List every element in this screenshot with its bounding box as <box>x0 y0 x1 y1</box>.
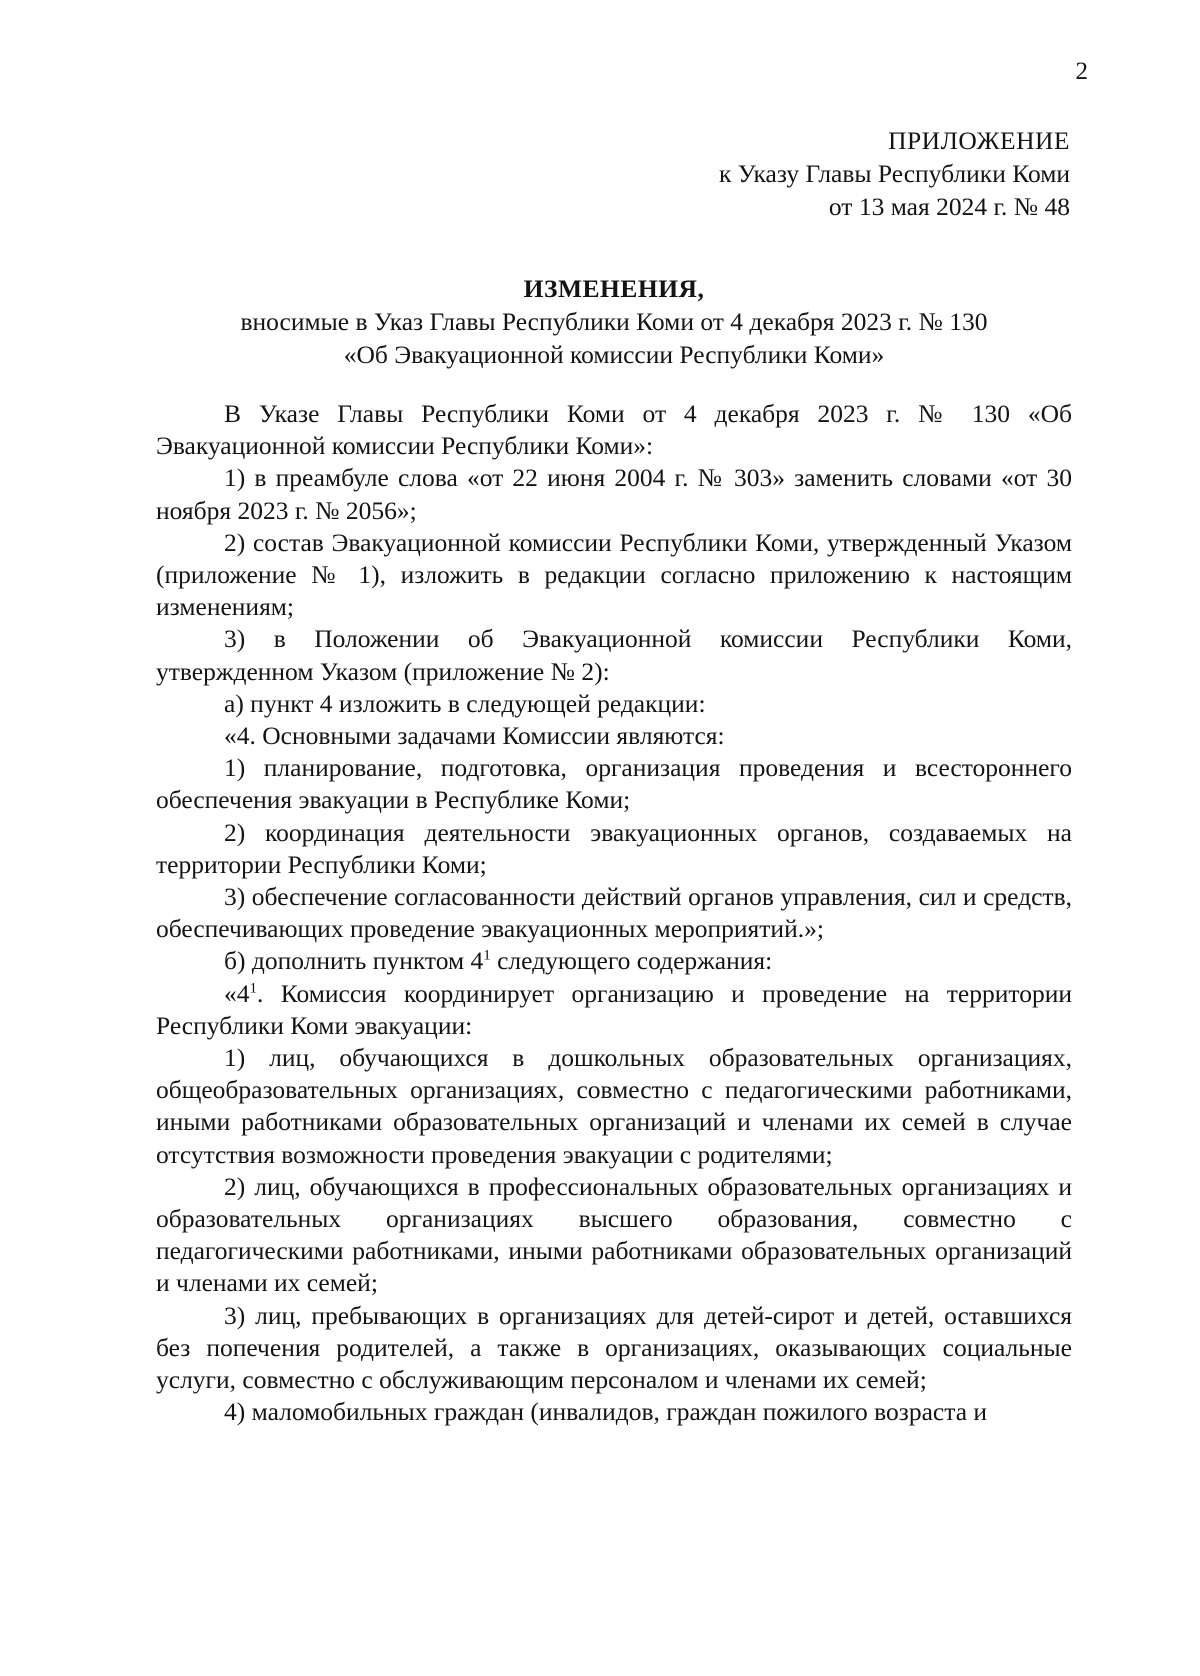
body-paragraph: 2) состав Эвакуационной комиссии Республики Коми, утвержденный Указом (приложение № 1), изложить в редакции согласно приложению к настоящим изменениям; <box>156 527 1072 622</box>
document-subtitle-line1: вносимые в Указ Главы Республики Коми от 4 декабря 2023 г. № 130 <box>240 307 988 336</box>
superscript: 1 <box>249 980 257 997</box>
body-paragraph: 2) лиц, обучающихся в профессиональных образовательных организациях и образовательных организациях высшего образования, совместно с педагогическими работниками, иными работниками образовательных организаций и членами их семей; <box>156 1171 1072 1298</box>
body-paragraph: а) пункт 4 изложить в следующей редакции: <box>224 688 706 718</box>
page-number: 2 <box>1075 58 1088 85</box>
body-paragraph: 1) лиц, обучающихся в дошкольных образовательных организациях, общеобразовательных организациях, совместно с педагогическими работниками, иными работниками образовательных организаций и членами их семей в случае отсутствия возможности проведения эвакуации с родителями; <box>156 1043 1072 1169</box>
document-subtitle-line2: «Об Эвакуационной комиссии Республики Коми» <box>343 340 885 369</box>
body-paragraph-with-superscript <box>156 978 1072 1042</box>
body-paragraph: 3) лиц, пребывающих в организациях для детей-сирот и детей, оставшихся без попечения родителей, а также в организациях, оказывающих социальные услуги, совместно с обслуживающим персоналом и членами их семей; <box>156 1300 1072 1395</box>
body-paragraph: 3) обеспечение согласованности действий органов управления, сил и средств, обеспечивающих проведение эвакуационных мероприятий.»; <box>156 882 1072 944</box>
paragraph-text: . Комиссия координирует организацию и проведение на территории Республики Коми эвакуации: <box>156 978 1072 1040</box>
paragraph-text: «4 <box>224 978 250 1008</box>
superscript: 1 <box>483 947 491 964</box>
document-body <box>156 398 1072 1429</box>
document-title: ИЗМЕНЕНИЯ, <box>523 274 705 303</box>
body-paragraph: «4. Основными задачами Комиссии являются: <box>224 721 725 751</box>
body-paragraph-with-superscript <box>156 945 1072 977</box>
body-paragraph: 1) в преамбуле слова «от 22 июня 2004 г. № 303» заменить словами «от 30 ноября 2023 г. № 2056»; <box>156 463 1072 525</box>
appendix-header <box>719 124 1070 223</box>
appendix-heading: ПРИЛОЖЕНИЕ <box>888 126 1070 155</box>
body-paragraph: В Указе Главы Республики Коми от 4 декабря 2023 г. № 130 «Об Эвакуационной комиссии Республики Коми»: <box>156 399 1072 461</box>
paragraph-text: следующего содержания: <box>490 946 773 976</box>
appendix-decree-date: от 13 мая 2024 г. № 48 <box>828 192 1070 221</box>
paragraph-text: б) дополнить пунктом 4 <box>224 946 484 976</box>
body-paragraph: 1) планирование, подготовка, организация проведения и всестороннего обеспечения эвакуации в Республике Коми; <box>156 753 1072 815</box>
document-title-block <box>160 272 1068 371</box>
body-paragraph: 4) маломобильных граждан (инвалидов, граждан пожилого возраста и <box>224 1397 988 1427</box>
body-paragraph: 3) в Положении об Эвакуационной комиссии Республики Коми, утвержденном Указом (приложение № 2): <box>156 624 1072 686</box>
appendix-decree-reference: к Указу Главы Республики Коми <box>718 159 1070 188</box>
body-paragraph: 2) координация деятельности эвакуационных органов, создаваемых на территории Республики Коми; <box>156 817 1072 879</box>
